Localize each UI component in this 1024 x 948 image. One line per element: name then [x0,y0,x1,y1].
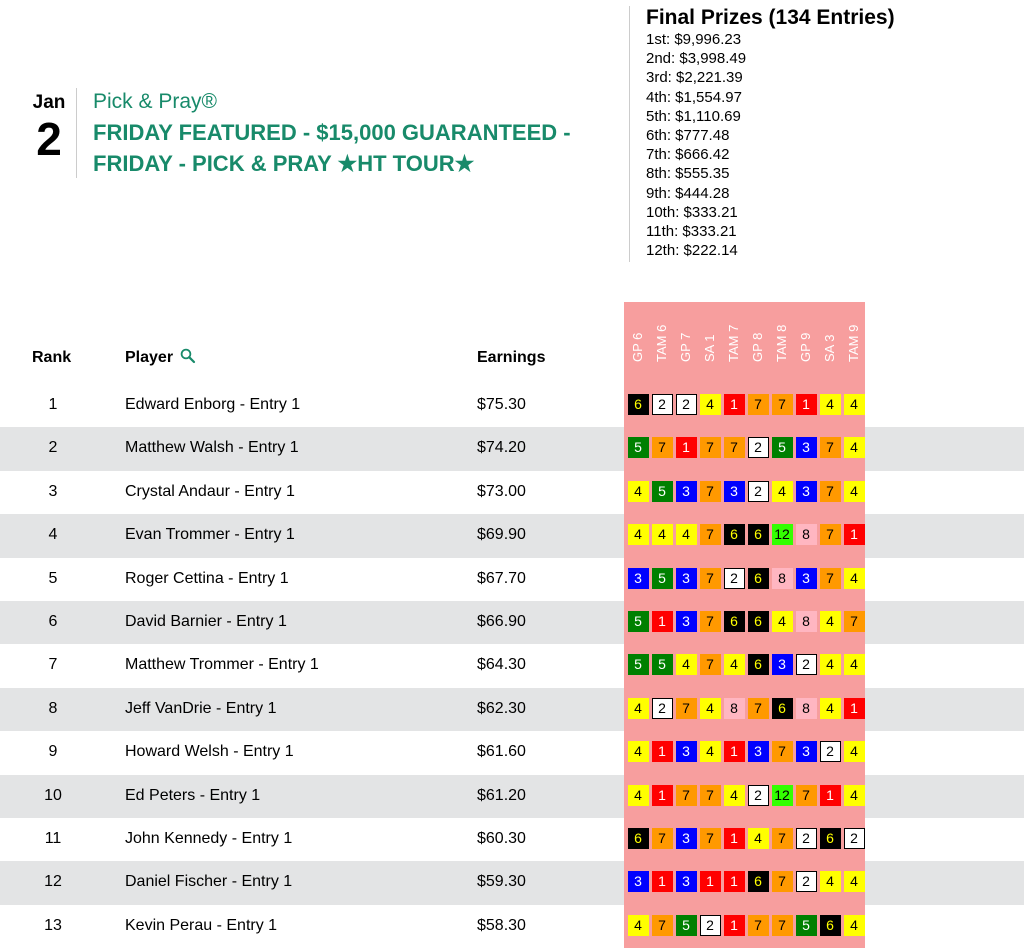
race-header-label: TAM 7 [726,324,741,362]
player-name: Matthew Walsh - Entry 1 [125,439,299,457]
pick-badge: 1 [724,871,745,892]
rank-cell: 2 [48,439,58,457]
table-row[interactable] [0,558,1024,601]
pick-badge: 7 [772,871,793,892]
pick-badge: 4 [820,871,841,892]
prize-item: 6th: $777.48 [646,127,730,145]
prize-list [646,30,895,260]
pick-badge: 4 [844,741,865,762]
header-divider [76,88,77,178]
pick-badge: 7 [700,654,721,675]
pick-badge: 4 [820,611,841,632]
table-row[interactable] [0,775,1024,818]
pick-badge: 8 [796,611,817,632]
race-header-label: TAM 6 [654,324,669,362]
race-header-label: GP 8 [750,332,765,362]
pick-badge: 7 [700,568,721,589]
picks-cell [624,818,865,861]
picks-cell [624,471,865,514]
player-name: David Barnier - Entry 1 [125,613,287,630]
player-name: Matthew Trommer - Entry 1 [125,656,319,674]
pick-badge: 4 [748,828,769,849]
pick-badge: 2 [748,481,769,502]
pick-badge: 8 [796,524,817,545]
pick-badge: 4 [844,785,865,806]
pick-badge: 7 [748,394,769,415]
rank-cell: 11 [44,830,62,847]
player-name: Ed Peters - Entry 1 [125,786,261,804]
picks-cell [624,601,865,644]
earnings-cell: $74.20 [477,439,526,457]
pick-badge: 4 [772,481,793,502]
table-row[interactable] [0,818,1024,861]
pick-badge: 6 [628,394,649,415]
player-name: Edward Enborg - Entry 1 [125,396,301,413]
pick-badge: 4 [676,524,697,545]
race-header [818,302,842,376]
pick-badge: 5 [796,915,817,936]
pick-badge: 12 [772,785,793,806]
pick-badge: 4 [844,437,865,458]
pick-badge: 7 [772,741,793,762]
pick-badge: 4 [700,698,721,719]
pick-badge: 4 [724,654,745,675]
pick-badge: 3 [796,481,817,502]
pick-badge: 7 [652,437,673,458]
search-icon[interactable] [180,348,196,364]
earnings-cell: $59.30 [477,873,526,891]
pick-badge: 7 [820,568,841,589]
earnings-cell: $58.30 [477,916,526,934]
pick-badge: 7 [700,524,721,545]
earnings-cell: $67.70 [477,569,526,587]
pick-badge: 1 [652,611,673,632]
pick-badge: 5 [652,481,673,502]
race-header [626,302,650,376]
earnings-cell: $66.90 [477,613,526,630]
picks-cell [624,905,865,948]
rank-cell: 4 [48,526,58,544]
race-header [674,302,698,376]
prize-item: 8th: $555.35 [646,165,730,183]
earnings-cell: $61.20 [477,786,526,804]
pick-badge: 6 [724,611,745,632]
table-row[interactable] [0,427,1024,470]
pick-badge: 3 [676,611,697,632]
pick-badge: 1 [796,394,817,415]
race-header-label: SA 3 [822,334,837,362]
pick-badge: 7 [700,611,721,632]
race-header [842,302,866,376]
pick-badge: 4 [676,654,697,675]
final-prizes-heading: Final Prizes (134 Entries) [646,6,895,29]
pick-badge: 8 [772,568,793,589]
pick-badge: 7 [796,785,817,806]
race-header [746,302,770,376]
prize-item: 4th: $1,554.97 [646,88,742,106]
prize-item: 2nd: $3,998.49 [646,50,747,68]
race-header-label: TAM 8 [774,324,789,362]
pick-badge: 12 [772,524,793,545]
pick-badge: 1 [844,698,865,719]
pick-badge: 4 [844,394,865,415]
pick-badge: 5 [772,437,793,458]
event-month: Jan [32,92,66,113]
picks-cell [624,861,865,904]
player-name: Kevin Perau - Entry 1 [125,916,278,934]
pick-badge: 7 [820,481,841,502]
race-header [650,302,674,376]
pick-badge: 7 [748,915,769,936]
pick-badge: 6 [724,524,745,545]
player-name: Jeff VanDrie - Entry 1 [125,699,277,717]
pick-badge: 1 [724,915,745,936]
prize-item: 11th: $333.21 [646,223,737,241]
race-header [722,302,746,376]
pick-badge: 7 [676,785,697,806]
rank-header[interactable]: Rank [32,349,72,366]
rank-cell: 5 [48,569,58,587]
earnings-header[interactable]: Earnings [477,349,546,366]
pick-badge: 1 [820,785,841,806]
pick-badge: 7 [652,828,673,849]
pick-badge: 4 [844,568,865,589]
pick-badge: 3 [796,741,817,762]
prize-item: 12th: $222.14 [646,242,738,260]
pick-badge: 4 [628,481,649,502]
event-day: 2 [36,113,62,165]
race-header [794,302,818,376]
pick-badge: 6 [748,568,769,589]
pick-badge: 4 [700,741,721,762]
pick-badge: 1 [724,828,745,849]
pick-badge: 3 [748,741,769,762]
race-header [770,302,794,376]
rank-cell: 8 [48,699,58,717]
pick-badge: 5 [628,611,649,632]
race-header [698,302,722,376]
pick-badge: 1 [652,871,673,892]
earnings-cell: $61.60 [477,743,526,761]
pick-badge: 6 [820,828,841,849]
pick-badge: 4 [628,698,649,719]
pick-badge: 7 [772,828,793,849]
race-header-label: GP 6 [630,332,645,362]
race-header-label: GP 9 [798,332,813,362]
pick-badge: 6 [748,871,769,892]
prize-item: 9th: $444.28 [646,184,730,202]
pick-badge: 7 [700,437,721,458]
pick-badge: 1 [652,741,673,762]
table-row[interactable] [0,601,1024,644]
rank-cell: 7 [48,656,58,674]
pick-badge: 4 [820,654,841,675]
pick-badge: 4 [772,611,793,632]
player-name: Roger Cettina - Entry 1 [125,569,289,587]
pick-badge: 3 [724,481,745,502]
pick-badge: 2 [844,828,865,849]
pick-badge: 3 [772,654,793,675]
table-row[interactable] [0,644,1024,687]
pick-badge: 5 [676,915,697,936]
pick-badge: 7 [772,394,793,415]
contest-brand: Pick & Pray® [93,90,218,113]
player-name: Howard Welsh - Entry 1 [125,743,294,761]
pick-badge: 6 [748,654,769,675]
rank-cell: 1 [48,396,58,413]
prize-item: 7th: $666.42 [646,146,730,164]
picks-cell [624,558,865,601]
table-row[interactable] [0,688,1024,731]
race-header-label: TAM 9 [846,324,861,362]
pick-badge: 4 [628,915,649,936]
pick-badge: 2 [652,698,673,719]
pick-badge: 5 [652,568,673,589]
race-header-label: SA 1 [702,334,717,362]
prize-item: 5th: $1,110.69 [646,107,741,125]
rank-cell: 13 [44,916,62,934]
rank-cell: 3 [48,482,58,500]
earnings-cell: $75.30 [477,396,526,413]
picks-cell [624,775,865,818]
rank-cell: 10 [44,786,62,804]
earnings-cell: $69.90 [477,526,526,544]
rank-cell: 9 [48,743,58,761]
table-row[interactable] [0,384,1024,427]
pick-badge: 8 [796,698,817,719]
pick-badge: 2 [652,394,673,415]
picks-cell [624,731,865,774]
table-row[interactable] [0,905,1024,948]
rank-cell: 6 [48,613,58,630]
pick-badge: 2 [676,394,697,415]
contest-title: FRIDAY FEATURED - $15,000 GUARANTEED - FRIDAY - PICK & PRAY ★HT TOUR★ [93,120,571,176]
final-prizes [646,6,895,260]
rank-cell: 12 [44,873,62,891]
player-name: Daniel Fischer - Entry 1 [125,873,293,891]
player-name: Crystal Andaur - Entry 1 [125,482,295,500]
pick-badge: 4 [820,698,841,719]
pick-badge: 7 [772,915,793,936]
pick-badge: 5 [628,437,649,458]
pick-badge: 7 [724,437,745,458]
earnings-cell: $64.30 [477,656,526,674]
pick-badge: 4 [844,915,865,936]
pick-badge: 2 [724,568,745,589]
pick-badge: 1 [724,394,745,415]
picks-cell [624,514,865,557]
pick-badge: 3 [796,437,817,458]
pick-badge: 4 [724,785,745,806]
pick-badge: 7 [652,915,673,936]
earnings-cell: $62.30 [477,699,526,717]
table-row[interactable] [0,731,1024,774]
picks-cell [624,688,865,731]
picks-cell [624,644,865,687]
pick-badge: 5 [628,654,649,675]
pick-badge: 2 [700,915,721,936]
pick-badge: 8 [724,698,745,719]
event-date [22,92,76,164]
pick-badge: 4 [844,481,865,502]
picks-cell [624,384,865,427]
table-row[interactable] [0,471,1024,514]
pick-badge: 3 [628,568,649,589]
pick-badge: 7 [820,524,841,545]
race-headers [624,302,865,380]
pick-badge: 2 [820,741,841,762]
pick-badge: 4 [628,785,649,806]
pick-badge: 1 [652,785,673,806]
pick-badge: 1 [724,741,745,762]
pick-badge: 3 [676,871,697,892]
player-name: Evan Trommer - Entry 1 [125,526,295,544]
pick-badge: 4 [844,871,865,892]
player-name: John Kennedy - Entry 1 [125,830,293,847]
pick-badge: 7 [748,698,769,719]
pick-badge: 2 [796,828,817,849]
pick-badge: 3 [796,568,817,589]
pick-badge: 3 [628,871,649,892]
table-row[interactable] [0,861,1024,904]
pick-badge: 2 [796,654,817,675]
table-row[interactable] [0,514,1024,557]
pick-badge: 1 [700,871,721,892]
player-header-label[interactable]: Player [125,349,174,366]
pick-badge: 3 [676,741,697,762]
earnings-cell: $60.30 [477,830,526,847]
pick-badge: 2 [748,437,769,458]
pick-badge: 5 [652,654,673,675]
picks-cell [624,427,865,470]
earnings-cell: $73.00 [477,482,526,500]
pick-badge: 2 [796,871,817,892]
pick-badge: 7 [700,785,721,806]
pick-badge: 3 [676,481,697,502]
pick-badge: 7 [820,437,841,458]
pick-badge: 7 [844,611,865,632]
prize-item: 1st: $9,996.23 [646,31,742,48]
pick-badge: 1 [676,437,697,458]
pick-badge: 6 [748,524,769,545]
pick-badge: 4 [700,394,721,415]
pick-badge: 4 [820,394,841,415]
pick-badge: 6 [628,828,649,849]
pick-badge: 3 [676,828,697,849]
prizes-divider [629,6,630,262]
pick-badge: 4 [844,654,865,675]
pick-badge: 7 [700,481,721,502]
race-header-label: GP 7 [678,332,693,362]
pick-badge: 2 [748,785,769,806]
pick-badge: 6 [772,698,793,719]
pick-badge: 1 [844,524,865,545]
pick-badge: 6 [820,915,841,936]
pick-badge: 6 [748,611,769,632]
pick-badge: 4 [628,524,649,545]
pick-badge: 7 [700,828,721,849]
pick-badge: 4 [628,741,649,762]
pick-badge: 7 [676,698,697,719]
prize-item: 10th: $333.21 [646,203,738,221]
prize-item: 3rd: $2,221.39 [646,69,743,87]
pick-badge: 4 [652,524,673,545]
pick-badge: 3 [676,568,697,589]
player-header[interactable] [125,348,196,368]
